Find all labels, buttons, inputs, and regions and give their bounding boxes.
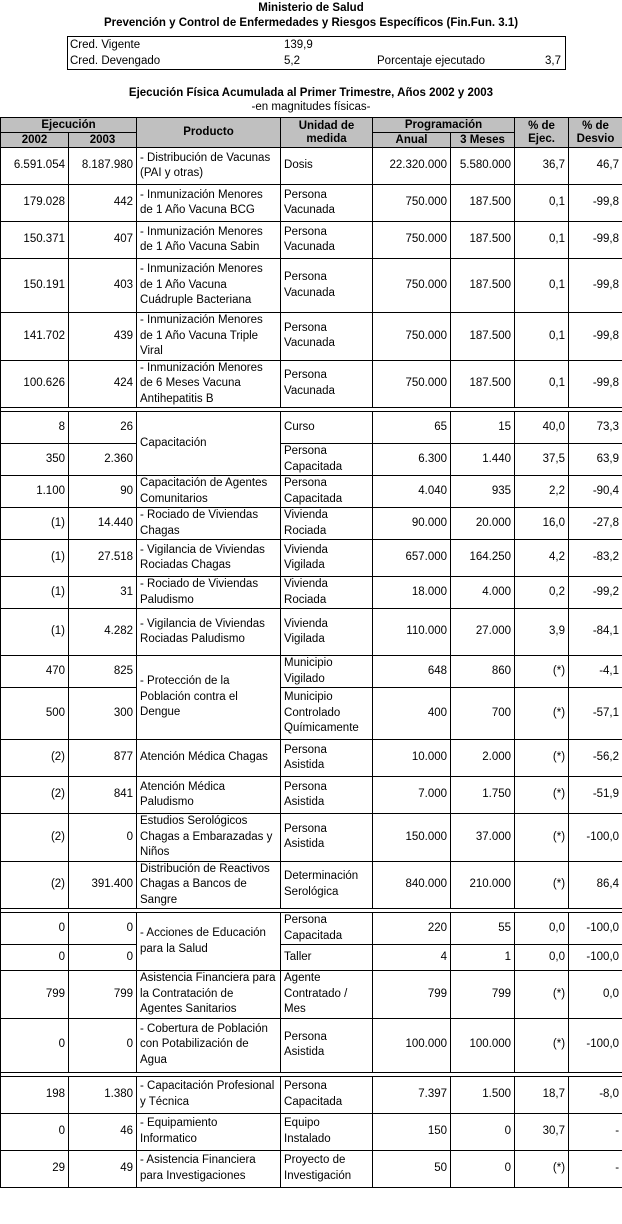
cell-anual: 65 <box>373 412 451 444</box>
execution-table <box>0 117 622 1188</box>
cell-desvio: -100,0 <box>569 945 622 971</box>
cell-y2003: 27.518 <box>69 540 137 577</box>
cell-y2002: (1) <box>1 609 69 656</box>
cell-desvio: -83,2 <box>569 540 622 577</box>
cell-ejec: 36,7 <box>515 148 569 185</box>
cell-y2002: 150.191 <box>1 259 69 313</box>
cell-unidad: Persona Asistida <box>281 1018 373 1072</box>
cell-y2003: 0 <box>69 814 137 862</box>
cell-anual: 750.000 <box>373 222 451 259</box>
cell-anual: 150 <box>373 1113 451 1150</box>
cell-meses: 100.000 <box>451 1018 515 1072</box>
cell-ejec: (*) <box>515 1018 569 1072</box>
cell-y2002: 141.702 <box>1 313 69 361</box>
header-anual: Anual <box>373 133 451 148</box>
cell-unidad: Determinación Serológica <box>281 861 373 909</box>
cell-desvio: 0,0 <box>569 971 622 1019</box>
cell-meses: 799 <box>451 971 515 1019</box>
cell-y2002: 0 <box>1 1113 69 1150</box>
table-row <box>1 656 622 688</box>
cell-anual: 4 <box>373 945 451 971</box>
cell-y2003: 403 <box>69 259 137 313</box>
header-ejec: % de Ejec. <box>515 118 569 148</box>
cell-producto: Capacitación <box>137 412 281 476</box>
cell-desvio: -99,2 <box>569 577 622 609</box>
header-3meses: 3 Meses <box>451 133 515 148</box>
cell-ejec: (*) <box>515 1150 569 1187</box>
cred-vigente-value: 139,9 <box>284 39 313 51</box>
cell-unidad: Persona Vacunada <box>281 259 373 313</box>
cell-meses: 1 <box>451 945 515 971</box>
cell-y2003: 14.440 <box>69 508 137 540</box>
cell-unidad: Persona Vacunada <box>281 360 373 408</box>
cell-unidad: Municipio Controlado Químicamente <box>281 688 373 740</box>
cell-ejec: (*) <box>515 777 569 814</box>
cell-y2003: 0 <box>69 913 137 945</box>
cell-ejec: 2,2 <box>515 476 569 508</box>
cell-desvio: -99,8 <box>569 313 622 361</box>
cell-meses: 935 <box>451 476 515 508</box>
cell-y2003: 0 <box>69 945 137 971</box>
cell-producto: - Asistencia Financiera para Investigaciones <box>137 1150 281 1187</box>
cell-desvio: -56,2 <box>569 740 622 777</box>
cell-anual: 750.000 <box>373 313 451 361</box>
cell-ejec: 37,5 <box>515 444 569 476</box>
cell-anual: 750.000 <box>373 360 451 408</box>
cell-ejec: 0,1 <box>515 360 569 408</box>
cell-meses: 700 <box>451 688 515 740</box>
cell-producto: - Cobertura de Población con Potabilización de Agua <box>137 1018 281 1072</box>
cred-devengado-value: 5,2 <box>284 55 300 67</box>
table-row <box>1 945 622 971</box>
cell-y2002: 150.371 <box>1 222 69 259</box>
cell-meses: 15 <box>451 412 515 444</box>
cell-meses: 187.500 <box>451 185 515 222</box>
cell-y2002: (1) <box>1 540 69 577</box>
cell-unidad: Persona Capacitada <box>281 444 373 476</box>
cell-ejec: 30,7 <box>515 1113 569 1150</box>
cell-unidad: Agente Contratado / Mes <box>281 971 373 1019</box>
cell-y2002: (2) <box>1 740 69 777</box>
cell-desvio: -99,8 <box>569 185 622 222</box>
cell-producto: - Vigilancia de Viviendas Rociadas Paludismo <box>137 609 281 656</box>
cell-desvio: -4,1 <box>569 656 622 688</box>
cell-ejec: 0,1 <box>515 185 569 222</box>
cell-y2003: 1.380 <box>69 1076 137 1113</box>
cell-unidad: Proyecto de Investigación <box>281 1150 373 1187</box>
cell-unidad: Persona Vacunada <box>281 185 373 222</box>
cell-meses: 164.250 <box>451 540 515 577</box>
cell-producto: Atención Médica Chagas <box>137 740 281 777</box>
cell-ejec: 0,1 <box>515 259 569 313</box>
cell-unidad: Vivienda Vigilada <box>281 609 373 656</box>
cell-unidad: Persona Capacitada <box>281 476 373 508</box>
cell-y2002: 100.626 <box>1 360 69 408</box>
cell-meses: 187.500 <box>451 259 515 313</box>
cell-producto: - Inmunización Menores de 6 Meses Vacuna Antihepatitis B <box>137 360 281 408</box>
cell-desvio: 86,4 <box>569 861 622 909</box>
cell-y2003: 424 <box>69 360 137 408</box>
header-programacion: Programación <box>373 118 515 133</box>
cell-anual: 10.000 <box>373 740 451 777</box>
porcentaje-value: 3,7 <box>545 55 561 67</box>
cell-ejec: 0,1 <box>515 222 569 259</box>
cell-desvio: -51,9 <box>569 777 622 814</box>
cell-desvio: -27,8 <box>569 508 622 540</box>
cell-producto: - Rociado de Viviendas Chagas <box>137 508 281 540</box>
cell-anual: 100.000 <box>373 1018 451 1072</box>
cell-y2002: 799 <box>1 971 69 1019</box>
cell-ejec: 18,7 <box>515 1076 569 1113</box>
cell-unidad: Vivienda Rociada <box>281 577 373 609</box>
cell-anual: 22.320.000 <box>373 148 451 185</box>
cell-ejec: 0,2 <box>515 577 569 609</box>
cell-unidad: Vivienda Rociada <box>281 508 373 540</box>
cell-unidad: Dosis <box>281 148 373 185</box>
cell-unidad: Persona Vacunada <box>281 313 373 361</box>
cell-y2002: 0 <box>1 913 69 945</box>
cell-ejec: (*) <box>515 971 569 1019</box>
cell-meses: 210.000 <box>451 861 515 909</box>
table-row <box>1 185 622 222</box>
cell-unidad: Equipo Instalado <box>281 1113 373 1150</box>
cell-anual: 657.000 <box>373 540 451 577</box>
cell-meses: 37.000 <box>451 814 515 862</box>
cell-ejec: 4,2 <box>515 540 569 577</box>
cell-meses: 860 <box>451 656 515 688</box>
cell-y2002: 179.028 <box>1 185 69 222</box>
cell-anual: 18.000 <box>373 577 451 609</box>
cell-producto: - Distribución de Vacunas (PAI y otras) <box>137 148 281 185</box>
cell-anual: 400 <box>373 688 451 740</box>
cell-desvio: -100,0 <box>569 1018 622 1072</box>
table-row <box>1 814 622 862</box>
cell-meses: 4.000 <box>451 577 515 609</box>
cell-anual: 750.000 <box>373 185 451 222</box>
cell-desvio: - <box>569 1113 622 1150</box>
table-row <box>1 609 622 656</box>
table-row <box>1 688 622 740</box>
table-row <box>1 577 622 609</box>
cell-anual: 840.000 <box>373 861 451 909</box>
table-body <box>1 148 622 1188</box>
cell-y2003: 442 <box>69 185 137 222</box>
cell-anual: 7.397 <box>373 1076 451 1113</box>
cell-y2002: 1.100 <box>1 476 69 508</box>
cell-y2002: (2) <box>1 777 69 814</box>
section-title: Ejecución Física Acumulada al Primer Trimestre, Años 2002 y 2003 <box>128 87 494 99</box>
cred-devengado-label: Cred. Devengado <box>70 55 161 67</box>
cell-y2003: 439 <box>69 313 137 361</box>
cell-desvio: -100,0 <box>569 814 622 862</box>
cell-y2003: 4.282 <box>69 609 137 656</box>
cell-meses: 0 <box>451 1150 515 1187</box>
cell-ejec: 3,9 <box>515 609 569 656</box>
cell-producto: - Equipamiento Informatico <box>137 1113 281 1150</box>
cell-meses: 2.000 <box>451 740 515 777</box>
cell-meses: 20.000 <box>451 508 515 540</box>
cell-y2003: 46 <box>69 1113 137 1150</box>
header-desvio: % de Desvio <box>569 118 622 148</box>
cell-desvio: -90,4 <box>569 476 622 508</box>
cell-producto: Atención Médica Paludismo <box>137 777 281 814</box>
cell-unidad: Persona Asistida <box>281 777 373 814</box>
table-row <box>1 222 622 259</box>
cell-meses: 27.000 <box>451 609 515 656</box>
cell-meses: 187.500 <box>451 313 515 361</box>
cell-ejec: 0,1 <box>515 313 569 361</box>
cell-y2002: (1) <box>1 508 69 540</box>
cell-desvio: - <box>569 1150 622 1187</box>
cell-producto: - Inmunización Menores de 1 Año Vacuna Cuádruple Bacteriana <box>137 259 281 313</box>
cell-desvio: 73,3 <box>569 412 622 444</box>
header-2002: 2002 <box>1 133 69 148</box>
table-row <box>1 259 622 313</box>
table-row <box>1 1113 622 1150</box>
cell-anual: 6.300 <box>373 444 451 476</box>
cell-y2003: 300 <box>69 688 137 740</box>
cell-y2002: 8 <box>1 412 69 444</box>
cell-producto: Asistencia Financiera para la Contratación de Agentes Sanitarios <box>137 971 281 1019</box>
cell-anual: 50 <box>373 1150 451 1187</box>
cell-y2002: (1) <box>1 577 69 609</box>
cell-y2003: 825 <box>69 656 137 688</box>
cell-producto: - Inmunización Menores de 1 Año Vacuna Triple Viral <box>137 313 281 361</box>
cell-y2002: 0 <box>1 945 69 971</box>
cell-unidad: Taller <box>281 945 373 971</box>
cell-y2002: (2) <box>1 861 69 909</box>
cell-meses: 55 <box>451 913 515 945</box>
cell-y2003: 841 <box>69 777 137 814</box>
header-2003: 2003 <box>69 133 137 148</box>
cell-unidad: Persona Vacunada <box>281 222 373 259</box>
cell-meses: 1.440 <box>451 444 515 476</box>
cell-y2003: 407 <box>69 222 137 259</box>
cell-anual: 110.000 <box>373 609 451 656</box>
cell-anual: 150.000 <box>373 814 451 862</box>
cell-anual: 7.000 <box>373 777 451 814</box>
cell-unidad: Vivienda Vigilada <box>281 540 373 577</box>
cell-desvio: -84,1 <box>569 609 622 656</box>
cell-desvio: -99,8 <box>569 259 622 313</box>
table-row <box>1 540 622 577</box>
table-row <box>1 412 622 444</box>
cell-y2002: 198 <box>1 1076 69 1113</box>
cell-ejec: (*) <box>515 814 569 862</box>
cell-y2003: 877 <box>69 740 137 777</box>
table-row <box>1 1150 622 1187</box>
table-row <box>1 861 622 909</box>
credit-box <box>67 36 566 70</box>
table-row <box>1 913 622 945</box>
cell-desvio: -57,1 <box>569 688 622 740</box>
cred-devengado-row <box>68 53 565 69</box>
cell-ejec: (*) <box>515 740 569 777</box>
cell-y2003: 49 <box>69 1150 137 1187</box>
cell-producto: Estudios Serológicos Chagas a Embarazadas y Niños <box>137 814 281 862</box>
cell-y2003: 31 <box>69 577 137 609</box>
table-row <box>1 1076 622 1113</box>
cell-y2003: 90 <box>69 476 137 508</box>
table-row <box>1 148 622 185</box>
table-row <box>1 740 622 777</box>
cell-producto: Capacitación de Agentes Comunitarios <box>137 476 281 508</box>
cell-meses: 0 <box>451 1113 515 1150</box>
cell-meses: 5.580.000 <box>451 148 515 185</box>
program-title: Prevención y Control de Enfermedades y Riesgos Específicos (Fin.Fun. 3.1) <box>103 17 519 29</box>
cell-y2003: 0 <box>69 1018 137 1072</box>
table-row <box>1 360 622 408</box>
table-row <box>1 444 622 476</box>
cell-ejec: (*) <box>515 656 569 688</box>
cell-unidad: Persona Capacitada <box>281 913 373 945</box>
cell-anual: 4.040 <box>373 476 451 508</box>
table-row <box>1 777 622 814</box>
cell-producto: - Inmunización Menores de 1 Año Vacuna BCG <box>137 185 281 222</box>
table-row <box>1 508 622 540</box>
cell-y2003: 8.187.980 <box>69 148 137 185</box>
cell-unidad: Municipio Vigilado <box>281 656 373 688</box>
cell-y2002: 350 <box>1 444 69 476</box>
cell-y2003: 26 <box>69 412 137 444</box>
cell-desvio: 46,7 <box>569 148 622 185</box>
porcentaje-label: Porcentaje ejecutado <box>377 55 486 67</box>
cell-producto: - Inmunización Menores de 1 Año Vacuna Sabin <box>137 222 281 259</box>
cell-ejec: 16,0 <box>515 508 569 540</box>
cell-desvio: 63,9 <box>569 444 622 476</box>
cell-meses: 1.750 <box>451 777 515 814</box>
cell-y2003: 799 <box>69 971 137 1019</box>
cell-producto: - Capacitación Profesional y Técnica <box>137 1076 281 1113</box>
cell-ejec: (*) <box>515 861 569 909</box>
cell-y2003: 391.400 <box>69 861 137 909</box>
cell-producto: - Rociado de Viviendas Paludismo <box>137 577 281 609</box>
ministry-title: Ministerio de Salud <box>258 2 364 14</box>
cell-meses: 187.500 <box>451 222 515 259</box>
cell-ejec: (*) <box>515 688 569 740</box>
cell-y2003: 2.360 <box>69 444 137 476</box>
cell-y2002: 500 <box>1 688 69 740</box>
cell-y2002: 29 <box>1 1150 69 1187</box>
header-unidad: Unidad de medida <box>281 118 373 148</box>
cell-unidad: Persona Capacitada <box>281 1076 373 1113</box>
cell-producto: Distribución de Reactivos Chagas a Bancos de Sangre <box>137 861 281 909</box>
cell-unidad: Persona Asistida <box>281 740 373 777</box>
cell-desvio: -100,0 <box>569 913 622 945</box>
cell-y2002: 470 <box>1 656 69 688</box>
cell-producto: - Vigilancia de Viviendas Rociadas Chagas <box>137 540 281 577</box>
cell-producto: - Acciones de Educación para la Salud <box>137 913 281 971</box>
cell-desvio: -99,8 <box>569 360 622 408</box>
table-row <box>1 1018 622 1072</box>
cell-meses: 187.500 <box>451 360 515 408</box>
cell-anual: 90.000 <box>373 508 451 540</box>
cell-y2002: (2) <box>1 814 69 862</box>
cell-ejec: 0,0 <box>515 913 569 945</box>
cell-anual: 799 <box>373 971 451 1019</box>
table-row <box>1 476 622 508</box>
cell-ejec: 40,0 <box>515 412 569 444</box>
cred-vigente-row <box>68 37 565 53</box>
cell-anual: 648 <box>373 656 451 688</box>
cell-unidad: Curso <box>281 412 373 444</box>
header-producto: Producto <box>137 118 281 148</box>
header-ejecucion: Ejecución <box>1 118 137 133</box>
table-row <box>1 313 622 361</box>
cell-desvio: -8,0 <box>569 1076 622 1113</box>
cell-unidad: Persona Asistida <box>281 814 373 862</box>
cred-vigente-label: Cred. Vigente <box>70 39 141 51</box>
cell-producto: - Protección de la Población contra el Dengue <box>137 656 281 740</box>
cell-ejec: 0,0 <box>515 945 569 971</box>
cell-anual: 220 <box>373 913 451 945</box>
cell-desvio: -99,8 <box>569 222 622 259</box>
cell-y2002: 0 <box>1 1018 69 1072</box>
section-subtitle: -en magnitudes físicas- <box>251 101 371 113</box>
table-row <box>1 971 622 1019</box>
cell-meses: 1.500 <box>451 1076 515 1113</box>
cell-y2002: 6.591.054 <box>1 148 69 185</box>
cell-anual: 750.000 <box>373 259 451 313</box>
